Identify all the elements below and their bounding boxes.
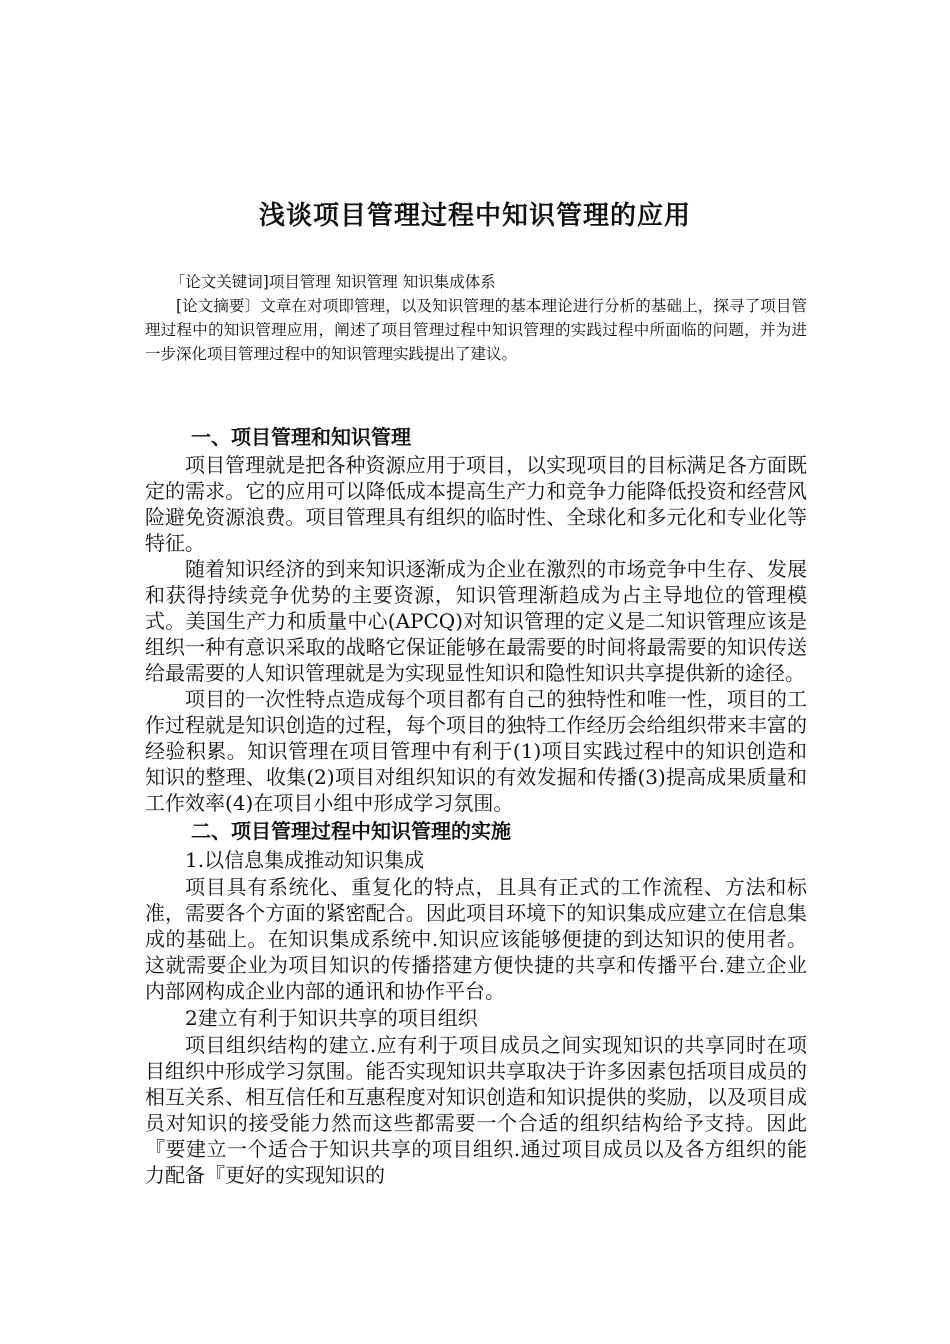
body-paragraph: 项目组织结构的建立.应有利于项目成员之间实现知识的共享同时在项目组织中形成学习氛围。能否实现知识共享取决于许多因素包括项目成员的相互关系、相互信任和互惠程度对知识创造和知识提供的奖励，以及项目成员对知识的接受能力然而这些都需要一个合适的组织结构给予支持。因此『要建立一个适合于知识共享的项目组织.通过项目成员以及各方组织的能力配备『更好的实现知识的 bbox=[145, 1033, 807, 1187]
section-1-heading: 一、项目管理和知识管理 bbox=[191, 425, 411, 449]
body-paragraph: 项目的一次性特点造成每个项目都有自己的独特性和唯一性，项目的工作过程就是知识创造的过程，每个项目的独特工作经历会给组织带来丰富的经验积累。知识管理在项目管理中有利于(1)项目实践过程中的知识创造和知识的整理、收集(2)项目对组织知识的有效发掘和传播(3)提高成果质量和工作效率(4)在项目小组中形成学习氛围。 bbox=[145, 687, 807, 815]
subsection-1-heading: 1.以信息集成推动知识集成 bbox=[185, 848, 425, 872]
abstract-paragraph: [论文摘要〕文章在对项即管理，以及知识管理的基本理论进行分析的基础上，探寻了项目管理过程中的知识管理应用，阐述了项目管理过程中知识管理的实践过程中所面临的问题，并为进一步深化项目管理过程中的知识管理实践提出了建议。 bbox=[145, 297, 807, 363]
body-text bbox=[145, 420, 807, 1188]
body-paragraph: 随着知识经济的到来知识逐渐成为企业在激烈的市场竞争中生存、发展和获得持续竞争优势的主要资源，知识管理渐趋成为占主导地位的管理模式。美国生产力和质量中心(APCQ)对知识管理的定义是二知识管理应该是组织一种有意识采取的战略它保证能够在最需要的时间将最需要的知识传送给最需要的人知识管理就是为实现显性知识和隐性知识共享提供新的途径。 bbox=[145, 557, 807, 685]
abstract-block bbox=[145, 270, 807, 366]
document-title: 浅谈项目管理过程中知识管理的应用 bbox=[258, 201, 691, 232]
section-2-heading: 二、项目管理过程中知识管理的实施 bbox=[191, 819, 511, 843]
body-paragraph: 项目管理就是把各种资源应用于项目，以实现项目的目标满足各方面既定的需求。它的应用可以降低成本提高生产力和竞争力能降低投资和经营风险避免资源浪费。项目管理具有组织的临时性、全球化和多元化和专业化等特征。 bbox=[145, 453, 807, 555]
subsection-2-heading: 2建立有利于知识共享的项目组织 bbox=[185, 1006, 478, 1030]
keywords-line: 「论文关键词]项目管理 知识管理 知识集成体系 bbox=[169, 273, 496, 291]
body-paragraph: 项目具有系统化、重复化的特点，且具有正式的工作流程、方法和标准，需要各个方面的紧密配合。因此项目环境下的知识集成应建立在信息集成的基础上。在知识集成系统中.知识应该能够便捷的到达知识的使用者。这就需要企业为项目知识的传播搭建方便快捷的共享和传播平台.建立企业内部网构成企业内部的通讯和协作平台。 bbox=[145, 875, 807, 1003]
